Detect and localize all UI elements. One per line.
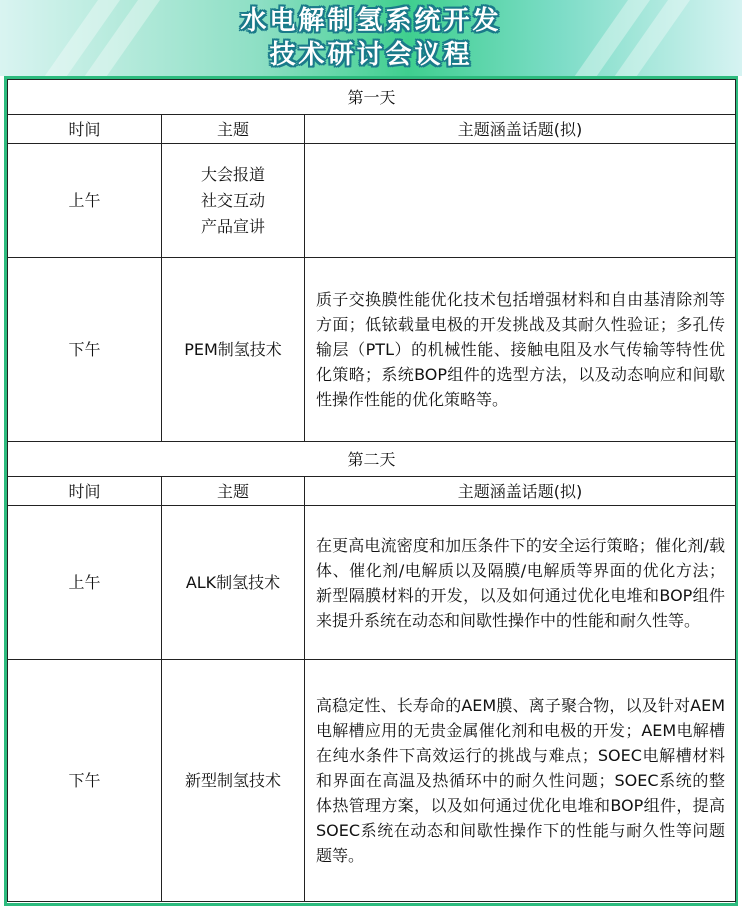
session-desc	[305, 506, 736, 660]
page-title-line1: 水电解制氢系统开发	[240, 6, 502, 36]
header-banner	[0, 0, 742, 76]
day-label: 第二天	[8, 442, 736, 477]
session-desc	[305, 144, 736, 258]
session-topic	[162, 144, 305, 258]
session-topic	[162, 660, 305, 902]
session-time: 上午	[8, 506, 162, 660]
col-header-time: 时间	[8, 115, 162, 144]
topic-line: 大会报道	[200, 164, 265, 184]
topic-line: 新型制氢技术	[184, 770, 281, 790]
col-header-desc: 主题涵盖话题(拟)	[305, 115, 736, 144]
session-desc	[305, 258, 736, 442]
col-header-desc: 主题涵盖话题(拟)	[305, 477, 736, 506]
day-row	[8, 80, 736, 115]
session-topic	[162, 258, 305, 442]
session-time: 下午	[8, 660, 162, 902]
topic-line: 社交互动	[200, 190, 265, 210]
session-topic	[162, 506, 305, 660]
col-header-topic: 主题	[162, 115, 305, 144]
desc-text: 在更高电流密度和加压条件下的安全运行策略；催化剂/载体、催化剂/电解质以及隔膜/电解质等界面的优化方法；新型隔膜材料的开发，以及如何通过优化电堆和BOP组件来提升系统在动态和间歇性操作中的性能和耐久性等。	[316, 535, 726, 630]
session-row	[8, 144, 736, 258]
day-label: 第一天	[8, 80, 736, 115]
session-desc	[305, 660, 736, 902]
topic-line: 产品宣讲	[200, 216, 265, 236]
topic-line: PEM制氢技术	[184, 339, 282, 359]
session-row	[8, 258, 736, 442]
session-time: 上午	[8, 144, 162, 258]
desc-text: 高稳定性、长寿命的AEM膜、离子聚合物，以及针对AEM电解槽应用的无贵金属催化剂和电极的开发；AEM电解槽在纯水条件下高效运行的挑战与难点；SOEC电解槽材料和界面在高温及热循环中的耐久性问题；SOEC系统的整体热管理方案，以及如何通过优化电堆和BOP组件，提高SOEC系统在动态和间歇性操作下的性能与耐久性等问题题等。	[316, 696, 726, 865]
col-header-topic: 主题	[162, 477, 305, 506]
column-header-row	[8, 477, 736, 506]
session-time: 下午	[8, 258, 162, 442]
session-row	[8, 506, 736, 660]
col-header-time: 时间	[8, 477, 162, 506]
session-row	[8, 660, 736, 902]
column-header-row	[8, 115, 736, 144]
agenda-frame	[4, 76, 738, 906]
page-title-line2: 技术研讨会议程	[269, 40, 473, 70]
agenda-table	[7, 79, 736, 902]
day-row	[8, 442, 736, 477]
topic-line: ALK制氢技术	[185, 572, 281, 592]
desc-text: 质子交换膜性能优化技术包括增强材料和自由基清除剂等方面；低铱载量电极的开发挑战及其耐久性验证；多孔传输层（PTL）的机械性能、接触电阻及水气传输等特性优化策略；系统BOP组件的选型方法，以及动态响应和间歇性操作性能的优化策略等。	[316, 290, 726, 409]
